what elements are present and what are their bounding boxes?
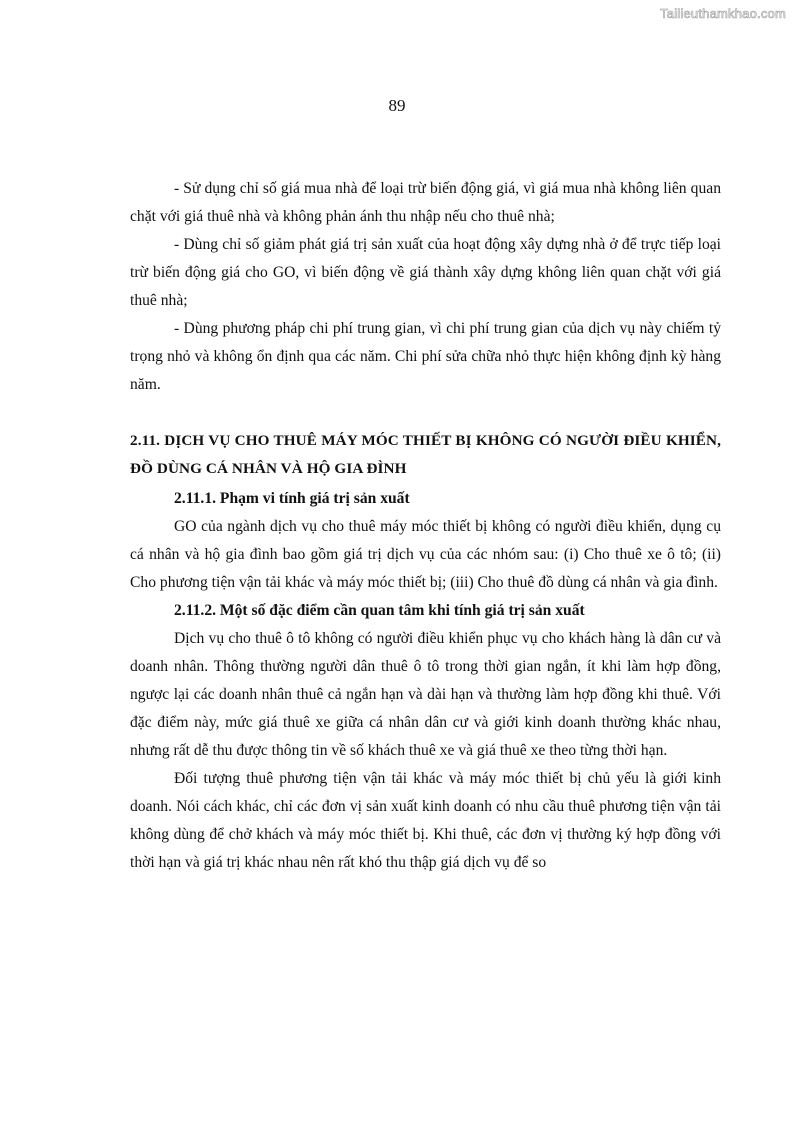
watermark: Tailieuthamkhao.com bbox=[660, 6, 786, 21]
document-body bbox=[130, 175, 721, 877]
subsection-heading: 2.11.1. Phạm vi tính giá trị sản xuất bbox=[174, 490, 410, 507]
paragraph: - Dùng phương pháp chi phí trung gian, vì chi phí trung gian của dịch vụ này chiếm tỷ trọng nhỏ và không ổn định qua các năm. Chi phí sửa chữa nhỏ thực hiện không định kỳ hàng năm. bbox=[130, 320, 721, 393]
paragraph: - Dùng chỉ số giảm phát giá trị sản xuất của hoạt động xây dựng nhà ở để trực tiếp loại trừ biến động giá cho GO, vì biến động về giá thành xây dựng không liên quan chặt với giá thuê nhà; bbox=[130, 236, 721, 309]
page-number: 89 bbox=[388, 96, 406, 115]
paragraph: - Sử dụng chỉ số giá mua nhà để loại trừ biến động giá, vì giá mua nhà không liên quan chặt với giá thuê nhà và không phản ánh thu nhập nếu cho thuê nhà; bbox=[130, 180, 721, 225]
paragraph: GO của ngành dịch vụ cho thuê máy móc thiết bị không có người điều khiển, dụng cụ cá nhân và hộ gia đình bao gồm giá trị dịch vụ của các nhóm sau: (i) Cho thuê xe ô tô; (ii) Cho phương tiện vận tải khác và máy móc thiết bị; (iii) Cho thuê đồ dùng cá nhân và gia đình. bbox=[130, 518, 721, 591]
subsection-heading: 2.11.2. Một số đặc điểm cần quan tâm khi tính giá trị sản xuất bbox=[174, 602, 585, 619]
paragraph: Dịch vụ cho thuê ô tô không có người điều khiển phục vụ cho khách hàng là dân cư và doanh nhân. Thông thường người dân thuê ô tô trong thời gian ngắn, ít khi làm hợp đồng, ngược lại các doanh nhân thuê cả ngắn hạn và dài hạn và thường làm hợp đồng khi thuê. Với đặc điểm này, mức giá thuê xe giữa cá nhân dân cư và giới kinh doanh thường khác nhau, nhưng rất dễ thu được thông tin về số khách thuê xe và giá thuê xe theo từng thời hạn. bbox=[130, 630, 721, 759]
paragraph: Đối tượng thuê phương tiện vận tải khác và máy móc thiết bị chủ yếu là giới kinh doanh. Nói cách khác, chỉ các đơn vị sản xuất kinh doanh có nhu cầu thuê phương tiện vận tải không dùng để chở khách và máy móc thiết bị. Khi thuê, các đơn vị thường ký hợp đồng với thời hạn và giá trị khác nhau nên rất khó thu thập giá dịch vụ để so bbox=[130, 770, 721, 871]
section-heading: 2.11. DỊCH VỤ CHO THUÊ MÁY MÓC THIẾT BỊ KHÔNG CÓ NGƯỜI ĐIỀU KHIỂN, ĐỒ DÙNG CÁ NHÂN VÀ HỘ GIA ĐÌNH bbox=[130, 432, 721, 477]
